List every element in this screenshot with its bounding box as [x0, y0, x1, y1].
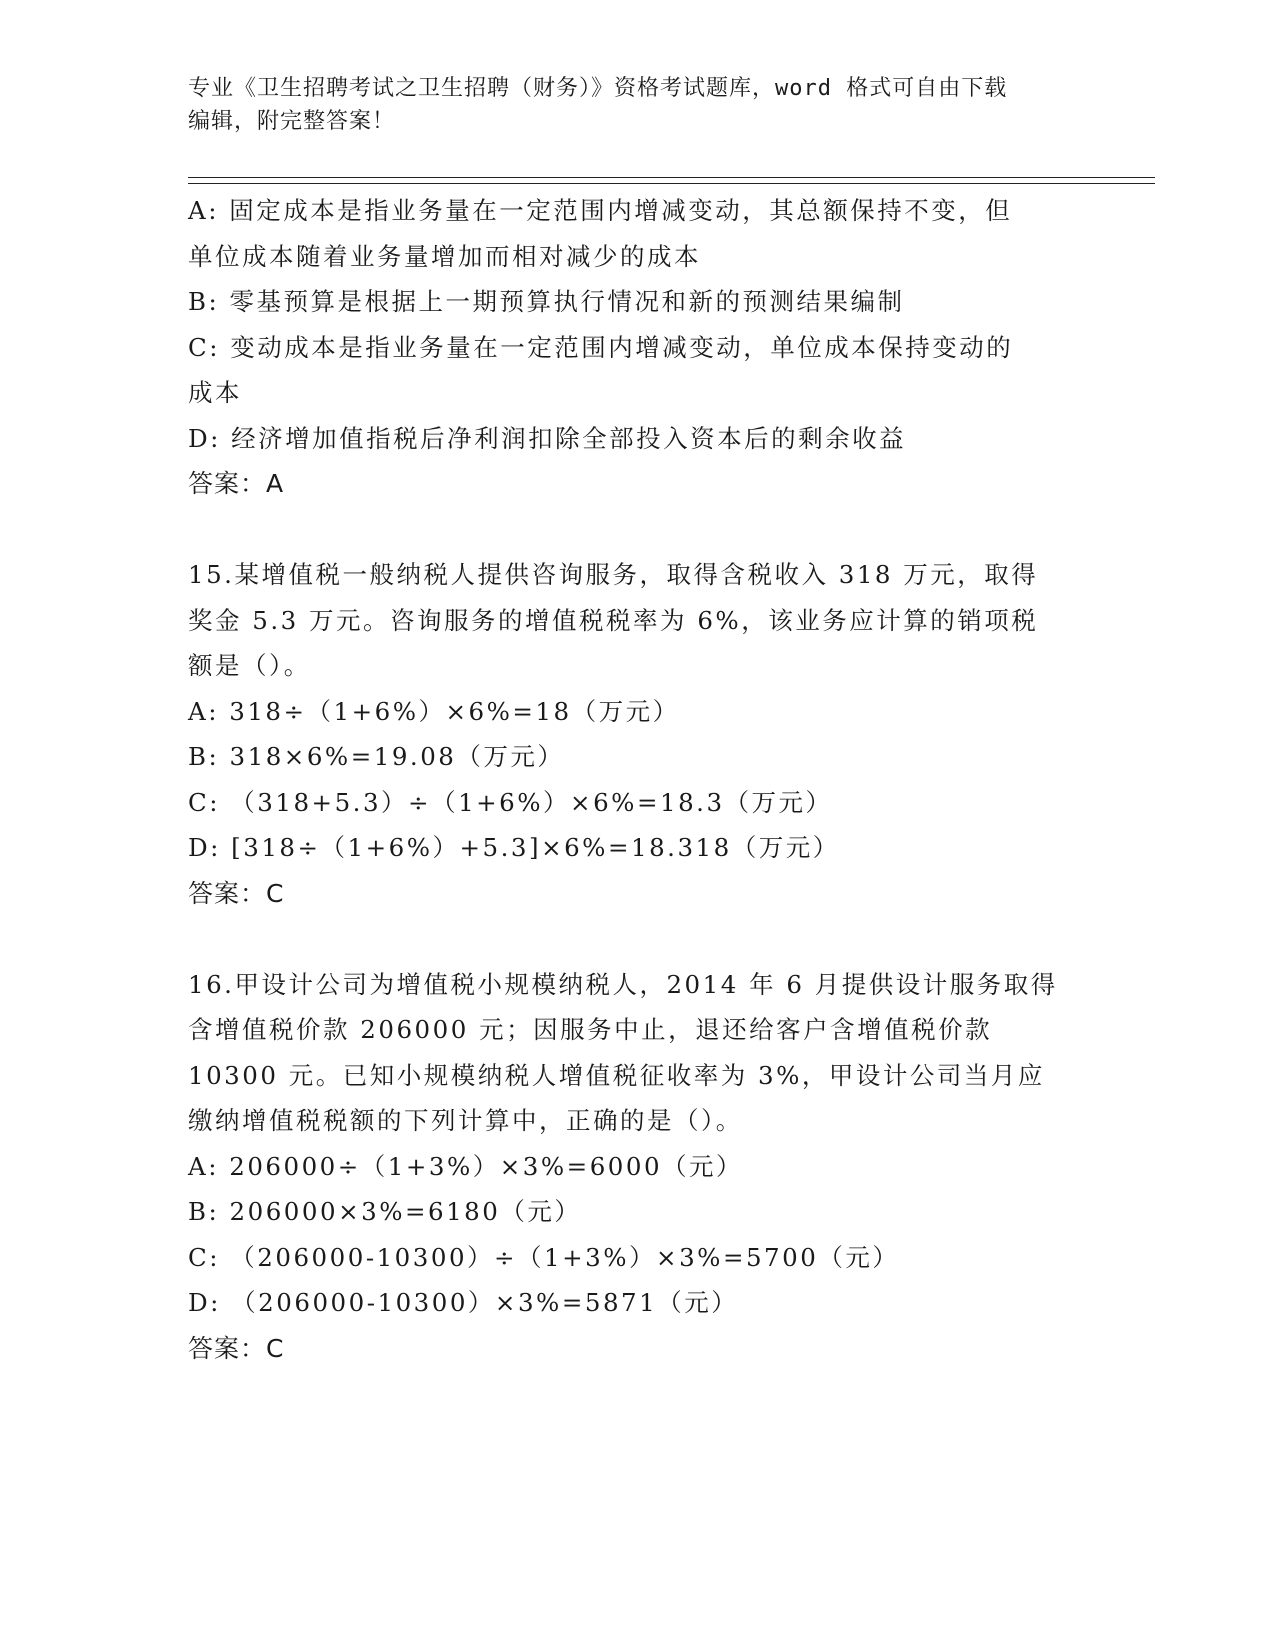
q15-answer: 答案：C: [188, 878, 285, 908]
header-divider-top: [188, 177, 1155, 178]
q16-stem-line-2: 含增值税价款 206000 元；因服务中止，退还给客户含增值税价款: [188, 1015, 993, 1044]
question-14-block: [188, 188, 1088, 507]
q16-stem-line-1: 16.甲设计公司为增值税小规模纳税人，2014 年 6 月提供设计服务取得: [188, 969, 1058, 999]
question-16-block: [188, 962, 1088, 1372]
q16-stem-line-3: 10300 元。已知小规模纳税人增值税征收率为 3%，甲设计公司当月应: [188, 1060, 1045, 1090]
q16-option-c: C: （206000-10300）÷（1+3%）×3%=5700（元）: [188, 1242, 900, 1272]
spacer: [188, 916, 1088, 962]
header-line-1: 专业《卫生招聘考试之卫生招聘（财务）》资格考试题库，word 格式可自由下载: [188, 76, 1008, 101]
q15-option-a: A: 318÷（1+6%）×6%=18（万元）: [188, 696, 680, 726]
document-body: [188, 188, 1088, 1371]
q15-stem-line-1: 15.某增值税一般纳税人提供咨询服务，取得含税收入 318 万元，取得: [188, 560, 1039, 589]
q16-answer: 答案：C: [188, 1333, 285, 1363]
q14-option-c-line-2: 成本: [188, 378, 242, 407]
q14-option-d: D: 经济增加值指税后净利润扣除全部投入资本后的剩余收益: [188, 423, 907, 453]
q14-option-a-line-1: A: 固定成本是指业务量在一定范围内增减变动，其总额保持不变，但: [188, 196, 1013, 225]
q14-option-a-line-2: 单位成本随着业务量增加而相对减少的成本: [188, 241, 701, 271]
q15-option-c: C: （318+5.3）÷（1+6%）×6%=18.3（万元）: [188, 787, 833, 817]
q14-answer: 答案：A: [188, 469, 285, 498]
header-line-2: 编辑，附完整答案！: [188, 109, 396, 134]
q15-option-d: D: [318÷（1+6%）+5.3]×6%=18.318（万元）: [188, 833, 840, 862]
header-divider-bottom: [188, 183, 1155, 184]
q16-option-d: D: （206000-10300）×3%=5871（元）: [188, 1288, 739, 1317]
q14-option-c-line-1: C: 变动成本是指业务量在一定范围内增减变动，单位成本保持变动的: [188, 332, 1014, 362]
q16-option-a: A: 206000÷（1+3%）×3%=6000（元）: [188, 1151, 744, 1181]
spacer: [188, 507, 1088, 553]
q15-stem-line-3: 额是（）。: [188, 651, 311, 680]
document-header: [188, 72, 1088, 138]
q16-option-b: B: 206000×3%=6180（元）: [188, 1197, 582, 1226]
q16-stem-line-4: 缴纳增值税税额的下列计算中，正确的是（）。: [188, 1106, 743, 1135]
question-15-block: [188, 552, 1088, 916]
q15-option-b: B: 318×6%=19.08（万元）: [188, 742, 565, 771]
q14-option-b: B: 零基预算是根据上一期预算执行情况和新的预测结果编制: [188, 287, 905, 316]
q15-stem-line-2: 奖金 5.3 万元。咨询服务的增值税税率为 6%，该业务应计算的销项税: [188, 605, 1039, 635]
